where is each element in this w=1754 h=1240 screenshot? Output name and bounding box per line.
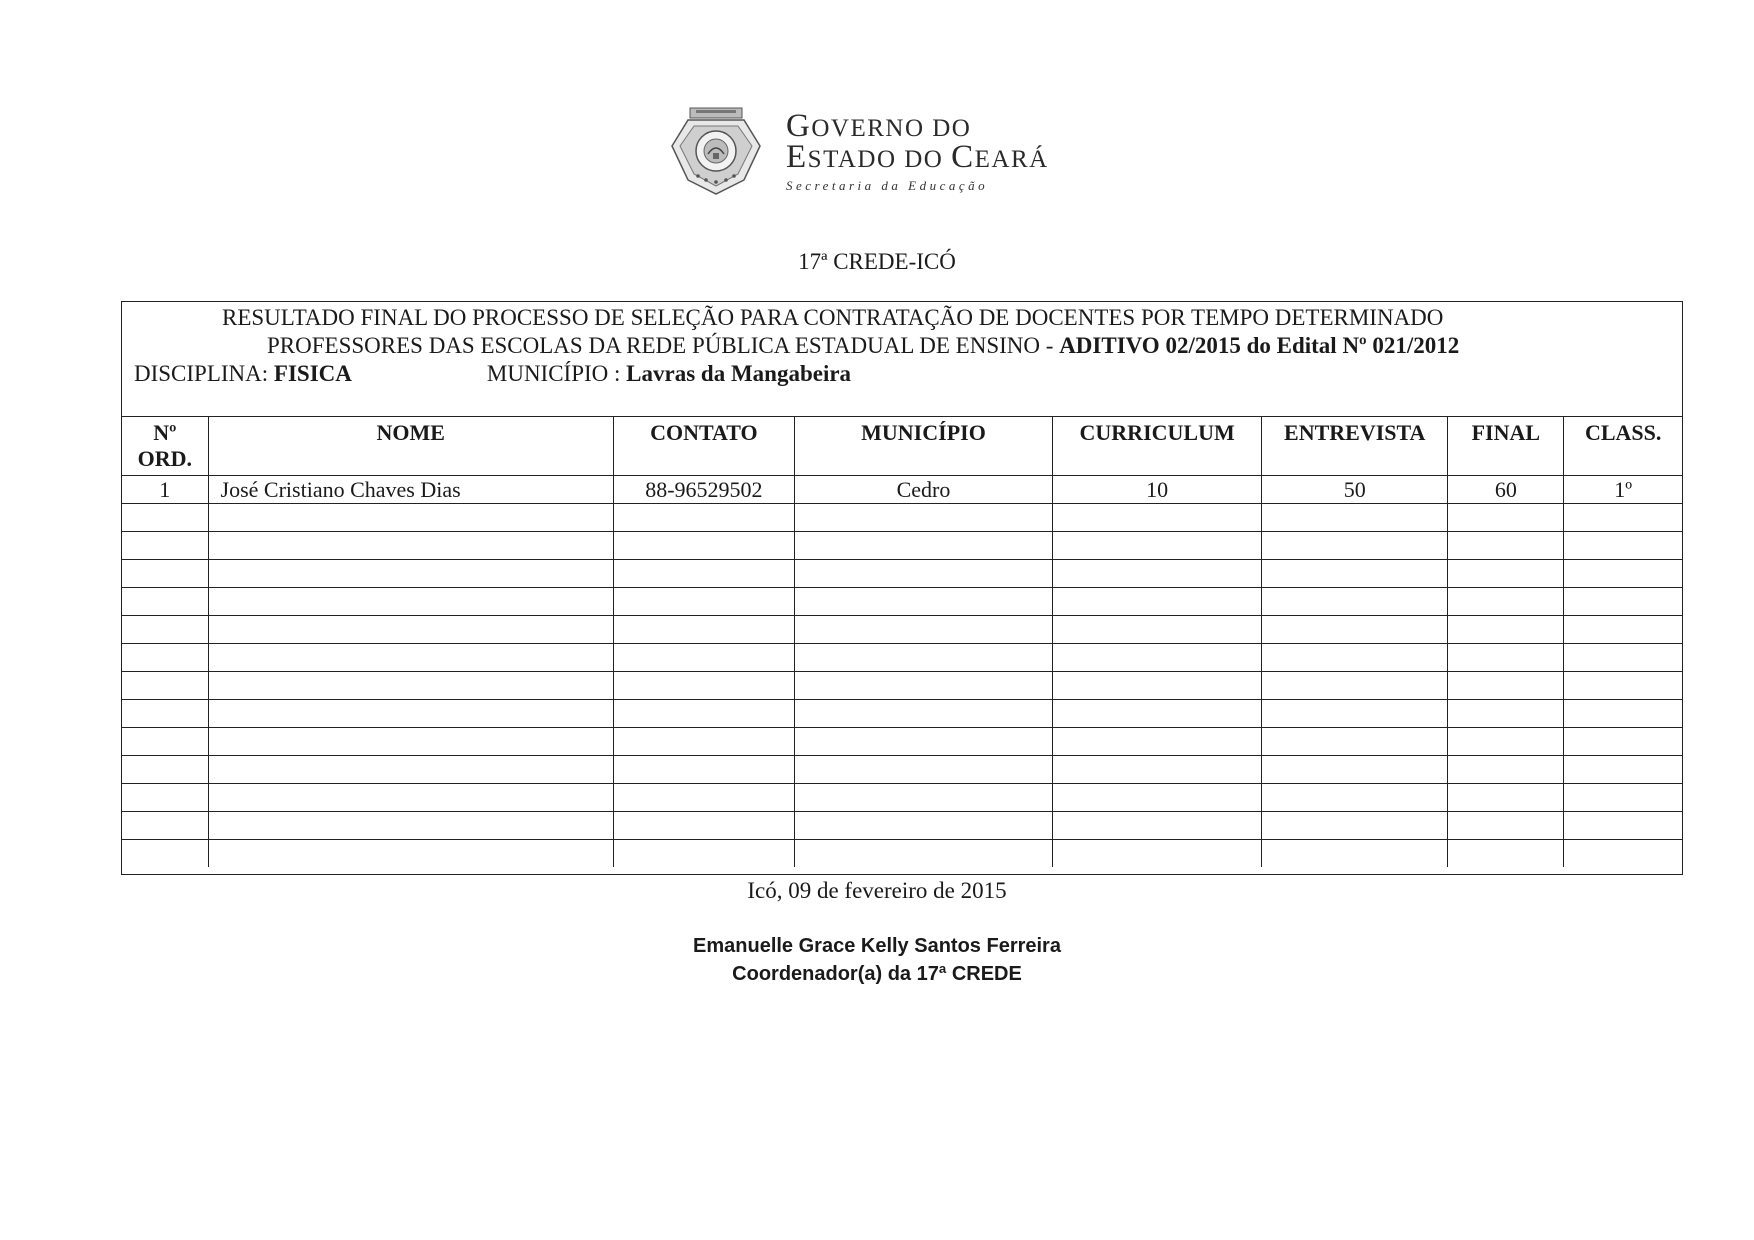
column-header-final: FINAL xyxy=(1448,417,1564,476)
empty-cell xyxy=(613,700,794,728)
empty-cell xyxy=(1262,504,1448,532)
document-date: Icó, 09 de fevereiro de 2015 xyxy=(747,878,1007,903)
empty-cell xyxy=(1448,700,1564,728)
ord-header-line-1: Nº xyxy=(153,420,177,445)
gov-line-2-rest2: EARÁ xyxy=(974,146,1049,173)
aditivo-reference: ADITIVO 02/2015 do Edital Nº 021/2012 xyxy=(1059,333,1460,358)
empty-cell xyxy=(1053,504,1262,532)
empty-cell xyxy=(208,616,613,644)
empty-cell xyxy=(1448,840,1564,868)
title-line-2 xyxy=(267,333,1459,359)
empty-cell xyxy=(794,616,1052,644)
empty-cell xyxy=(1053,560,1262,588)
empty-table-row xyxy=(122,616,1682,644)
column-header-nome: NOME xyxy=(208,417,613,476)
government-wordmark xyxy=(786,108,1126,194)
discipline-municipality-line xyxy=(134,361,851,387)
empty-table-row xyxy=(122,728,1682,756)
empty-cell xyxy=(122,728,208,756)
column-header-ord xyxy=(122,417,208,476)
empty-cell xyxy=(1564,700,1682,728)
empty-cell xyxy=(1053,840,1262,868)
empty-cell xyxy=(1448,588,1564,616)
empty-cell xyxy=(122,672,208,700)
empty-cell xyxy=(1448,784,1564,812)
empty-cell xyxy=(208,672,613,700)
empty-cell xyxy=(613,616,794,644)
empty-table-row xyxy=(122,532,1682,560)
cell-class: 1º xyxy=(1564,476,1682,504)
gov-line-2 xyxy=(786,139,1126,175)
empty-cell xyxy=(613,560,794,588)
empty-cell xyxy=(1262,532,1448,560)
empty-cell xyxy=(122,504,208,532)
empty-cell xyxy=(613,644,794,672)
disciplina-label: DISCIPLINA: xyxy=(134,361,274,386)
empty-table-row xyxy=(122,700,1682,728)
empty-cell xyxy=(1448,644,1564,672)
empty-cell xyxy=(1053,812,1262,840)
empty-table-row xyxy=(122,840,1682,868)
empty-table-row xyxy=(122,644,1682,672)
secretaria-label: Secretaria da Educação xyxy=(786,178,989,193)
empty-cell xyxy=(613,532,794,560)
empty-cell xyxy=(1448,616,1564,644)
empty-cell xyxy=(1564,840,1682,868)
column-header-municipio: MUNICÍPIO xyxy=(794,417,1052,476)
empty-cell xyxy=(1448,812,1564,840)
empty-cell xyxy=(208,784,613,812)
empty-cell xyxy=(208,504,613,532)
empty-cell xyxy=(613,756,794,784)
signature-block xyxy=(0,932,1754,988)
empty-cell xyxy=(1564,588,1682,616)
results-table xyxy=(122,417,1682,867)
empty-cell xyxy=(1564,644,1682,672)
empty-cell xyxy=(122,812,208,840)
empty-cell xyxy=(1262,644,1448,672)
empty-cell xyxy=(613,728,794,756)
empty-cell xyxy=(1564,560,1682,588)
empty-cell xyxy=(1564,812,1682,840)
signer-name: Emanuelle Grace Kelly Santos Ferreira xyxy=(693,935,1061,957)
cell-final: 60 xyxy=(1448,476,1564,504)
empty-cell xyxy=(1053,588,1262,616)
empty-cell xyxy=(1564,784,1682,812)
empty-cell xyxy=(1262,700,1448,728)
empty-cell xyxy=(1053,784,1262,812)
cell-contato: 88-96529502 xyxy=(613,476,794,504)
empty-table-row xyxy=(122,588,1682,616)
empty-cell xyxy=(208,728,613,756)
empty-cell xyxy=(794,812,1052,840)
empty-table-row xyxy=(122,560,1682,588)
empty-cell xyxy=(794,756,1052,784)
empty-cell xyxy=(122,700,208,728)
empty-cell xyxy=(1262,560,1448,588)
empty-cell xyxy=(208,756,613,784)
empty-cell xyxy=(1448,728,1564,756)
table-row xyxy=(122,476,1682,504)
empty-cell xyxy=(794,532,1052,560)
empty-cell xyxy=(794,560,1052,588)
empty-cell xyxy=(613,588,794,616)
gov-line-2-rest1: STADO DO xyxy=(807,146,952,173)
gov-line-2-cap1: E xyxy=(786,139,808,175)
empty-table-row xyxy=(122,672,1682,700)
empty-cell xyxy=(1564,728,1682,756)
disciplina-value: FISICA xyxy=(273,361,352,386)
empty-table-row xyxy=(122,812,1682,840)
empty-cell xyxy=(122,644,208,672)
empty-cell xyxy=(1448,560,1564,588)
empty-cell xyxy=(1448,504,1564,532)
municipio-label: MUNICÍPIO : xyxy=(486,361,627,386)
results-title-area xyxy=(122,302,1682,417)
empty-cell xyxy=(208,560,613,588)
empty-cell xyxy=(122,840,208,868)
empty-cell xyxy=(1262,784,1448,812)
empty-cell xyxy=(1448,756,1564,784)
title-line-2-prefix: PROFESSORES DAS ESCOLAS DA REDE PÚBLICA ESTADUAL DE ENSINO - xyxy=(267,333,1060,358)
empty-cell xyxy=(122,588,208,616)
empty-cell xyxy=(1262,728,1448,756)
empty-cell xyxy=(1262,616,1448,644)
empty-table-row xyxy=(122,504,1682,532)
empty-cell xyxy=(794,728,1052,756)
column-header-contato: CONTATO xyxy=(613,417,794,476)
empty-cell xyxy=(1564,616,1682,644)
empty-cell xyxy=(1053,728,1262,756)
empty-cell xyxy=(1564,756,1682,784)
gov-line-1-rest: OVERNO DO xyxy=(811,115,972,142)
empty-cell xyxy=(794,504,1052,532)
empty-cell xyxy=(794,588,1052,616)
signer-role: Coordenador(a) da 17ª CREDE xyxy=(732,963,1022,985)
empty-cell xyxy=(1448,532,1564,560)
gov-line-1-cap: G xyxy=(786,108,812,144)
ord-header-line-2: ORD. xyxy=(137,446,192,471)
empty-cell xyxy=(1262,756,1448,784)
empty-table-row xyxy=(122,784,1682,812)
empty-cell xyxy=(613,840,794,868)
title-line-1: RESULTADO FINAL DO PROCESSO DE SELEÇÃO PARA CONTRATAÇÃO DE DOCENTES POR TEMPO DETERMINADO xyxy=(222,305,1444,330)
column-header-entrevista: ENTREVISTA xyxy=(1262,417,1448,476)
empty-cell xyxy=(122,784,208,812)
empty-cell xyxy=(208,532,613,560)
empty-cell xyxy=(1564,532,1682,560)
empty-cell xyxy=(794,700,1052,728)
empty-cell xyxy=(1262,812,1448,840)
empty-cell xyxy=(794,784,1052,812)
empty-cell xyxy=(1262,588,1448,616)
empty-cell xyxy=(208,840,613,868)
empty-cell xyxy=(122,756,208,784)
empty-cell xyxy=(208,812,613,840)
cell-entrevista: 50 xyxy=(1262,476,1448,504)
empty-cell xyxy=(122,532,208,560)
empty-cell xyxy=(613,504,794,532)
municipio-value: Lavras da Mangabeira xyxy=(626,361,852,386)
empty-cell xyxy=(1448,672,1564,700)
cell-municipio: Cedro xyxy=(794,476,1052,504)
empty-cell xyxy=(613,784,794,812)
crede-heading: 17ª CREDE-ICÓ xyxy=(798,249,956,274)
gov-line-2-cap2: C xyxy=(951,139,975,175)
empty-cell xyxy=(794,840,1052,868)
empty-cell xyxy=(1053,672,1262,700)
empty-cell xyxy=(1564,672,1682,700)
column-header-curriculum: CURRICULUM xyxy=(1053,417,1262,476)
empty-cell xyxy=(794,644,1052,672)
empty-table-row xyxy=(122,756,1682,784)
empty-cell xyxy=(122,616,208,644)
empty-cell xyxy=(613,672,794,700)
empty-cell xyxy=(613,812,794,840)
empty-cell xyxy=(1262,672,1448,700)
cell-nome: José Cristiano Chaves Dias xyxy=(208,476,613,504)
empty-cell xyxy=(1053,700,1262,728)
empty-cell xyxy=(1053,644,1262,672)
results-frame xyxy=(121,301,1683,875)
empty-cell xyxy=(1564,504,1682,532)
cell-ord: 1 xyxy=(122,476,208,504)
cell-curriculum: 10 xyxy=(1053,476,1262,504)
empty-cell xyxy=(208,588,613,616)
empty-cell xyxy=(122,560,208,588)
empty-cell xyxy=(208,644,613,672)
ceara-state-seal-icon xyxy=(668,106,764,196)
empty-cell xyxy=(1262,840,1448,868)
empty-cell xyxy=(1053,532,1262,560)
empty-cell xyxy=(1053,756,1262,784)
table-header-row xyxy=(122,417,1682,476)
empty-cell xyxy=(794,672,1052,700)
government-header xyxy=(668,100,1128,200)
empty-cell xyxy=(208,700,613,728)
column-header-class: CLASS. xyxy=(1564,417,1682,476)
empty-cell xyxy=(1053,616,1262,644)
